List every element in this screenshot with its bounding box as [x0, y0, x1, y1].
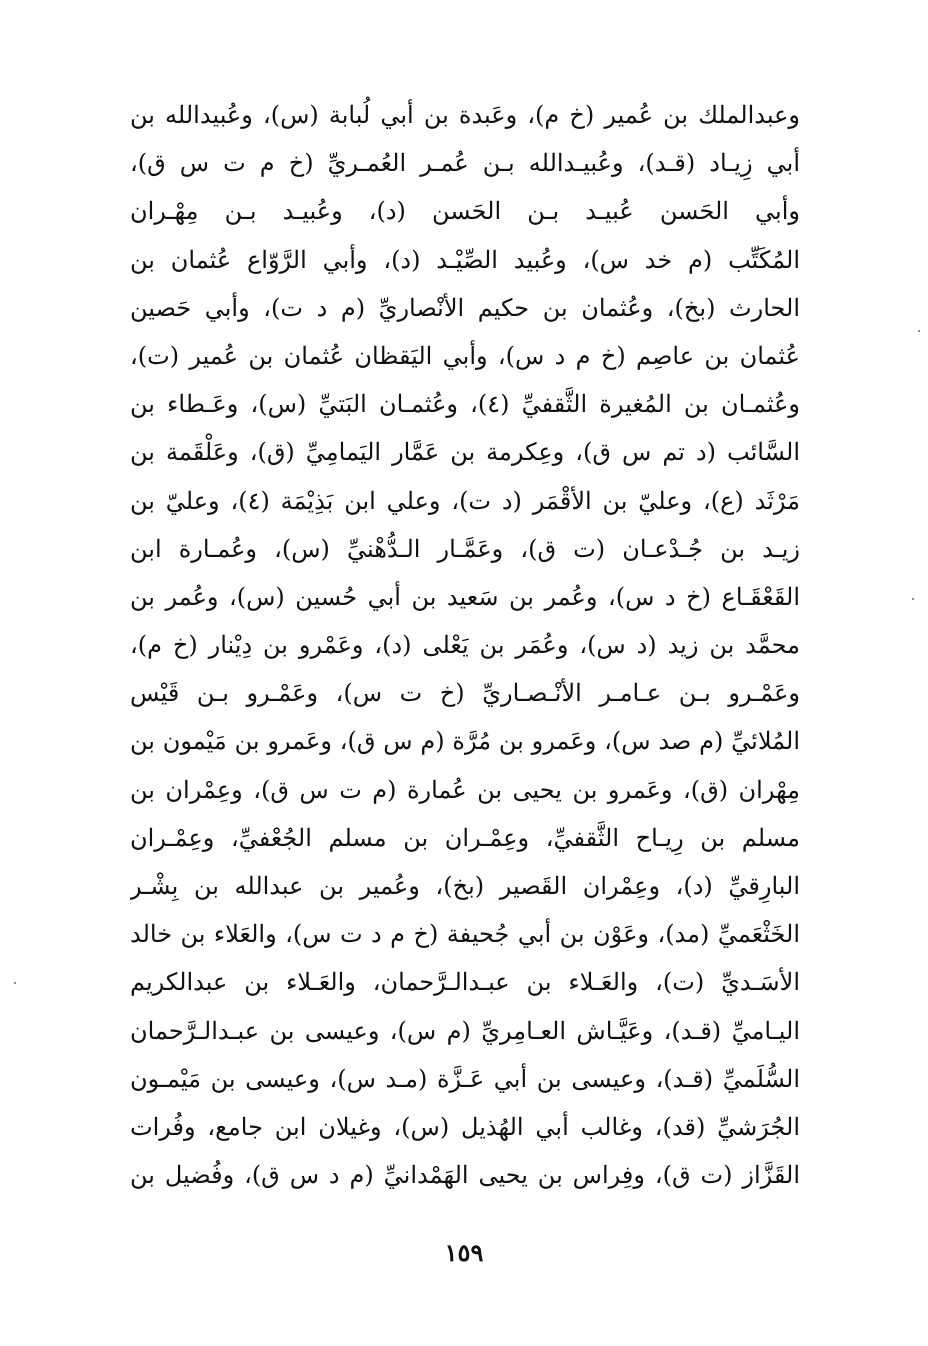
text-line: زيـد بن جُـدْعـان (ت ق)، وعَمَّـار الـدُّهْنيِّ (س)، وعُمـارة ابن	[130, 534, 800, 563]
text-line: وعَمْـرو بـن عـامـر الأنْـصـاريِّ (خ ت س)، وعَمْـرو بـن قَيْس	[130, 679, 800, 708]
text-line: القَعْقَـاع (خ د س)، وعُمر بن سَعيد بن أبي حُسين (س)، وعُمر بن	[130, 582, 800, 611]
text-line: البارِقيِّ (د)، وعِمْران القَصير (بخ)، وعُمير بن عبدالله بن بِشْـر	[130, 872, 800, 900]
scan-speck	[912, 598, 914, 600]
text-line: محمَّد بن زيد (د س)، وعُمَر بن يَعْلى (د)، وعَمْرو بن دِيْنار (خ م)،	[130, 631, 800, 660]
body-text	[130, 91, 800, 1199]
text-line: وعُثمـان بن المُغيرة الثَّقفيِّ (٤)، وعُثمـان البَتيِّ (س)، وعَـطاء بن	[130, 390, 800, 419]
text-line: مسلم بن رِيـاح الثَّقفيِّ، وعِمْـران بن مسلم الجُعْفيِّ، وعِمْـران	[130, 823, 800, 852]
text-line: مَرْثَد (ع)، وعليّ بن الأقْمَر (د ت)، وعلي ابن بَذِيْمَة (٤)، وعليّ بن	[130, 486, 800, 515]
text-line: الخَثْعَميِّ (مد)، وعَوْن بن أبي جُحيفة (خ م د ت س)، والعَلاء بن خالد	[130, 920, 800, 949]
text-line: السَّائب (د تم س ق)، وعِكرمة بن عَمَّار اليَمامِيِّ (ق)، وعَلْقَمة بن	[130, 438, 800, 467]
text-line: وعبدالملك بن عُمير (خ م)، وعَبدة بن أبي لُبابة (س)، وعُبيدالله بن	[130, 101, 800, 129]
text-line: الجُرَشيِّ (قد)، وغالب أبي الهُذيل (س)، وغيلان ابن جامع، وفُرات	[130, 1112, 800, 1141]
text-line: عُثمان بن عاصِم (خ م د س)، وأبي اليَقظان عُثمان بن عُمير (ت)،	[130, 341, 800, 370]
text-line: السُّلَميِّ (قـد)، وعيسى بن أبي عَـزَّة (مـد س)، وعيسى بن مَيْمـون	[130, 1064, 800, 1093]
scan-speck	[918, 330, 920, 332]
text-line: اليـاميِّ (قـد)، وعَيَّـاش العـامِريِّ (م س)، وعيسى بن عبـدالـرَّحمان	[130, 1016, 800, 1045]
text-line: المُكَتِّب (م خد س)، وعُبيد الصِّيْـد (د)، وأبي الرَّوّاع عُثمان بن	[130, 245, 800, 274]
text-line: المُلائيِّ (م صد س)، وعَمرو بن مُرَّة (م س ق)، وعَمرو بن مَيْمون بن	[130, 727, 800, 756]
text-line: الأسَـديِّ (ت)، والعَـلاء بن عبـدالـرَّحمان، والعَـلاء بن عبدالكريم	[130, 968, 800, 997]
text-line: أبي زِيـاد (قـد)، وعُبيـدالله بـن عُمـر العُمـريِّ (خ م ت س ق)،	[130, 149, 800, 178]
page-number: ١٥٩	[444, 1238, 484, 1267]
text-line: الحارث (بخ)، وعُثمان بن حكيم الأنْصاريِّ (م د ت)، وأبي حَصين	[130, 293, 800, 322]
text-line: مِهْران (ق)، وعَمرو بن يحيى بن عُمارة (م ت س ق)، وعِمْران بن	[130, 775, 800, 804]
text-line: القَزَّاز (ت ق)، وفِراس بن يحيى الهَمْدانيِّ (م د س ق)، وفُضيل بن	[130, 1161, 800, 1190]
text-line: وأبي الحَسن عُبيـد بـن الحَسن (د)، وعُبيـد بـن مِهْـران	[130, 197, 800, 226]
scan-speck	[14, 982, 16, 984]
